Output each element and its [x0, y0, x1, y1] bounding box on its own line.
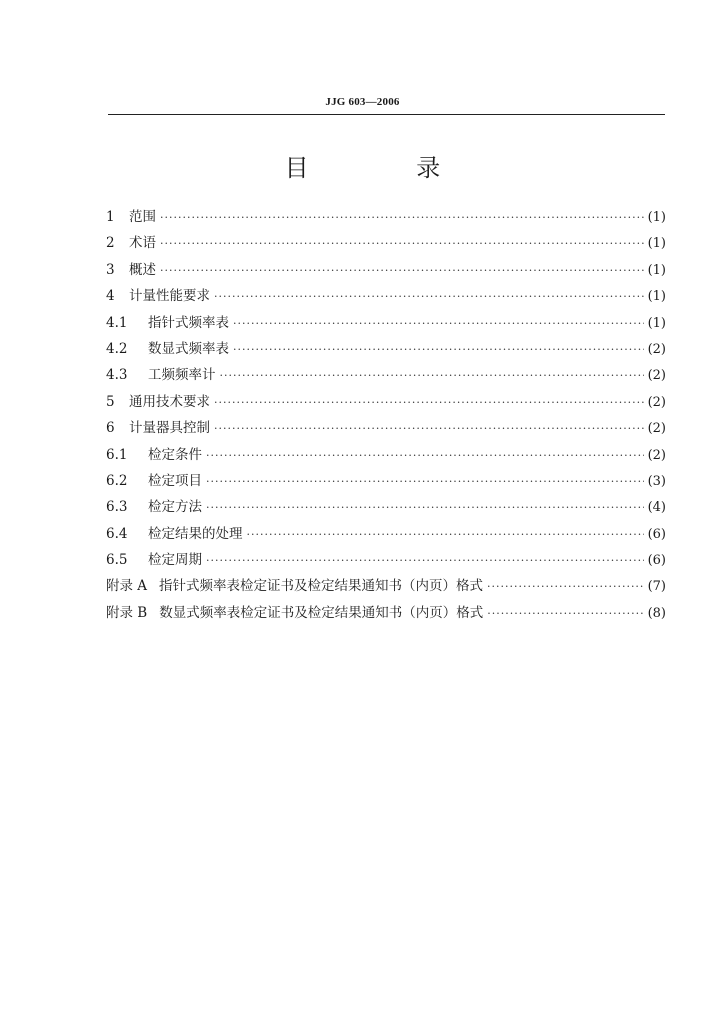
toc-dot-leader: [487, 607, 643, 620]
toc-entry-page: (8): [647, 605, 666, 621]
toc-entry-number: 4.3: [106, 367, 128, 384]
toc-entry-number: 附录 A: [106, 578, 148, 595]
toc-entry-title: 数显式频率表检定证书及检定结果通知书（内页）格式: [159, 604, 484, 621]
toc-dot-leader: [206, 501, 644, 514]
toc-entry-page: (6): [647, 553, 666, 569]
table-of-contents: [106, 205, 666, 627]
toc-entry-title: 检定项目: [148, 472, 202, 489]
toc-dot-leader: [233, 343, 644, 356]
toc-entry: [106, 416, 666, 442]
toc-entry-number: 6.1: [106, 446, 128, 463]
toc-dot-leader: [214, 290, 644, 303]
toc-entry-title: 指针式频率表: [148, 314, 229, 331]
toc-dot-leader: [214, 396, 644, 409]
toc-entry: [106, 495, 666, 521]
toc-entry-title: 范围: [129, 209, 156, 225]
toc-dot-leader: [220, 369, 644, 382]
toc-entry-title: 术语: [129, 235, 156, 252]
toc-entry-title: 工频频率计: [148, 367, 216, 384]
toc-entry-title: 计量性能要求: [129, 288, 210, 305]
page-title: 目 录: [284, 154, 491, 182]
toc-entry: [106, 311, 666, 337]
toc-entry-title: 指针式频率表检定证书及检定结果通知书（内页）格式: [159, 578, 484, 595]
toc-entry-number: 6: [106, 420, 115, 437]
toc-entry-page: (2): [647, 341, 666, 357]
toc-entry: [106, 231, 666, 257]
toc-entry-title: 检定方法: [148, 499, 202, 516]
toc-entry-number: 4.1: [106, 314, 128, 331]
toc-entry-page: (4): [647, 500, 666, 516]
toc-dot-leader: [233, 317, 644, 330]
toc-entry-page: (1): [647, 262, 666, 278]
toc-dot-leader: [160, 211, 644, 224]
toc-entry-page: (2): [647, 421, 666, 437]
toc-entry: [106, 601, 666, 627]
toc-entry-title: 检定结果的处理: [148, 525, 243, 542]
toc-entry-number: 4.2: [106, 340, 128, 357]
header-rule: [108, 114, 665, 115]
toc-dot-leader: [487, 580, 644, 593]
toc-entry: [106, 443, 666, 469]
toc-entry-title: 检定条件: [148, 446, 202, 463]
toc-entry-page: (7): [647, 579, 666, 595]
toc-entry-number: 附录 B: [106, 604, 148, 621]
toc-entry: [106, 390, 666, 416]
toc-entry-title: 数显式频率表: [148, 340, 229, 357]
toc-entry-number: 5: [106, 393, 115, 410]
toc-dot-leader: [206, 475, 644, 488]
toc-dot-leader: [206, 449, 644, 462]
toc-entry-page: (2): [647, 447, 666, 463]
toc-entry: [106, 522, 666, 548]
document-code-header: JJG 603—2006: [325, 96, 400, 108]
toc-entry-page: (1): [647, 236, 666, 252]
toc-entry-number: 6.3: [106, 499, 128, 516]
toc-entry-number: 4: [106, 288, 115, 305]
toc-entry-title: 计量器具控制: [129, 420, 210, 437]
toc-entry-page: (1): [647, 315, 666, 331]
toc-entry-page: (2): [647, 368, 666, 384]
toc-entry-number: 6.4: [106, 525, 128, 542]
toc-entry: [106, 574, 666, 600]
toc-entry-number: 6.2: [106, 472, 128, 489]
toc-entry-page: (1): [647, 210, 666, 225]
toc-dot-leader: [160, 237, 644, 250]
toc-entry: [106, 363, 666, 389]
toc-entry-title: 通用技术要求: [129, 393, 210, 410]
toc-dot-leader: [160, 264, 644, 277]
toc-entry-page: (3): [647, 473, 666, 489]
toc-entry: [106, 258, 666, 284]
toc-entry-number: 3: [106, 261, 115, 278]
toc-entry-number: 1: [106, 209, 115, 225]
toc-entry-number: 2: [106, 235, 115, 252]
toc-entry-page: (2): [647, 394, 666, 410]
toc-entry: [106, 469, 666, 495]
toc-entry-number: 6.5: [106, 552, 128, 569]
toc-entry-title: 检定周期: [148, 552, 202, 569]
toc-dot-leader: [214, 422, 644, 435]
toc-entry-page: (1): [647, 289, 666, 305]
toc-dot-leader: [247, 528, 644, 541]
toc-entry-title: 概述: [129, 261, 156, 278]
toc-entry-page: (6): [647, 526, 666, 542]
toc-entry: [106, 284, 666, 310]
toc-dot-leader: [206, 554, 644, 567]
toc-entry: [106, 337, 666, 363]
toc-entry: [106, 205, 666, 231]
toc-entry: [106, 548, 666, 574]
